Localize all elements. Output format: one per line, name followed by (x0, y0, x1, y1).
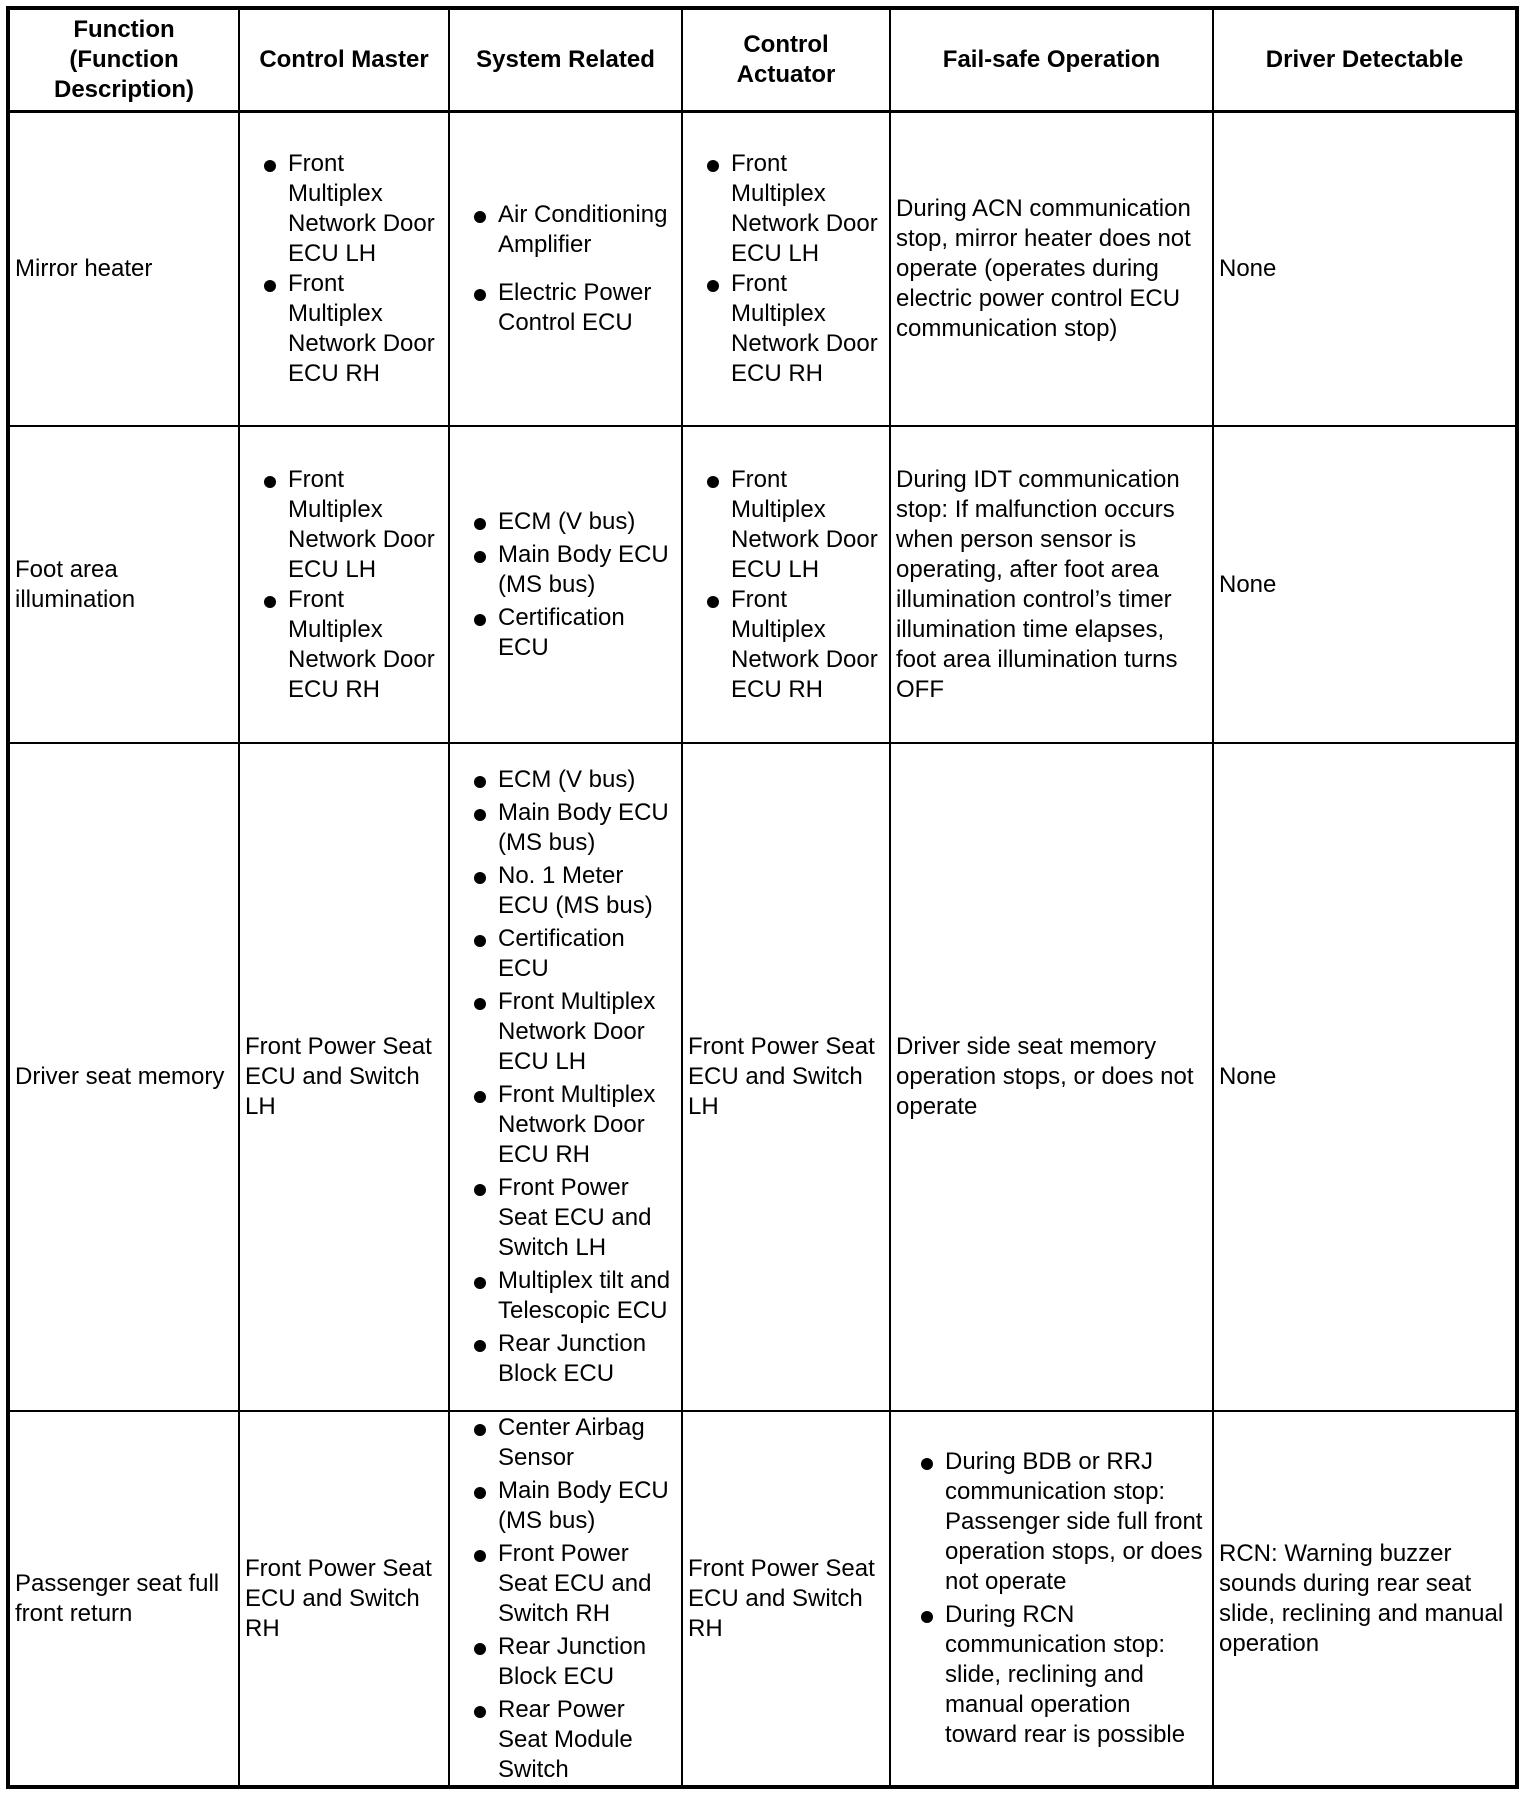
cell-system-related (449, 1411, 682, 1787)
cell-function: Foot area illumination (8, 426, 239, 743)
list-item: No. 1 Meter ECU (MS bus) (464, 861, 676, 921)
header-function-line: Function (73, 15, 175, 43)
cell-control-master: Front Power Seat ECU and Switch LH (239, 743, 449, 1411)
cell-failsafe: During IDT communication stop: If malfunction occurs when person sensor is operating, after foot area illumination control’s timer illumination time elapses, foot area illumination turns OFF (890, 426, 1213, 743)
cell-control-actuator: Front Power Seat ECU and Switch RH (682, 1411, 890, 1787)
header-system-related: System Related (449, 8, 682, 111)
header-control-actuator-line: Control (743, 30, 829, 58)
table-row (8, 1411, 1517, 1787)
list-item: Front Multiplex Network Door ECU RH (254, 585, 443, 705)
table-row (8, 743, 1517, 1411)
cell-control-master (239, 426, 449, 743)
cell-control-master (239, 111, 449, 426)
list-item: Rear Junction Block ECU (464, 1632, 676, 1692)
cell-control-actuator (682, 426, 890, 743)
cell-failsafe: During ACN communication stop, mirror heater does not operate (operates during electric power control ECU communication stop) (890, 111, 1213, 426)
list-item: Front Multiplex Network Door ECU RH (254, 269, 443, 389)
list-item: Electric Power Control ECU (464, 278, 676, 338)
cell-system-related (449, 111, 682, 426)
list-item: Certification ECU (464, 603, 676, 663)
cell-control-actuator: Front Power Seat ECU and Switch LH (682, 743, 890, 1411)
header-driver-detectable: Driver Detectable (1213, 8, 1517, 111)
list-item: Rear Junction Block ECU (464, 1329, 676, 1389)
header-control-actuator (682, 8, 890, 111)
list-item: Front Multiplex Network Door ECU RH (697, 269, 884, 389)
table-row (8, 426, 1517, 743)
function-table (6, 6, 1519, 1789)
list-item: ECM (V bus) (464, 765, 676, 795)
list-item: Front Power Seat ECU and Switch RH (464, 1539, 676, 1629)
list-item: Front Multiplex Network Door ECU LH (254, 149, 443, 269)
list-item: ECM (V bus) (464, 507, 676, 537)
table-row (8, 111, 1517, 426)
list-item: Main Body ECU (MS bus) (464, 1476, 676, 1536)
cell-failsafe: Driver side seat memory operation stops, or does not operate (890, 743, 1213, 1411)
list-item: Front Multiplex Network Door ECU LH (464, 987, 676, 1077)
list-item: Multiplex tilt and Telescopic ECU (464, 1266, 676, 1326)
list-item: During RCN communication stop: slide, reclining and manual operation toward rear is possible (911, 1600, 1207, 1750)
list-item: Main Body ECU (MS bus) (464, 540, 676, 600)
cell-driver-detectable: None (1213, 743, 1517, 1411)
cell-control-actuator (682, 111, 890, 426)
list-item: Certification ECU (464, 924, 676, 984)
header-function-line: (Function (69, 45, 179, 73)
cell-function: Driver seat memory (8, 743, 239, 1411)
header-function-line: Description) (53, 75, 194, 103)
cell-control-master: Front Power Seat ECU and Switch RH (239, 1411, 449, 1787)
list-item: During BDB or RRJ communication stop: Passenger side full front operation stops, or does not operate (911, 1447, 1207, 1597)
header-failsafe: Fail-safe Operation (890, 8, 1213, 111)
list-item: Front Multiplex Network Door ECU LH (254, 465, 443, 585)
list-item: Rear Power Seat Module Switch (464, 1695, 676, 1785)
header-control-master: Control Master (239, 8, 449, 111)
cell-system-related (449, 743, 682, 1411)
cell-driver-detectable: None (1213, 426, 1517, 743)
cell-driver-detectable: RCN: Warning buzzer sounds during rear seat slide, reclining and manual operation (1213, 1411, 1517, 1787)
header-control-actuator-line: Actuator (736, 60, 836, 88)
cell-function: Passenger seat full front return (8, 1411, 239, 1787)
cell-function: Mirror heater (8, 111, 239, 426)
list-item: Main Body ECU (MS bus) (464, 798, 676, 858)
list-item: Front Power Seat ECU and Switch LH (464, 1173, 676, 1263)
cell-failsafe (890, 1411, 1213, 1787)
list-item: Front Multiplex Network Door ECU LH (697, 149, 884, 269)
list-item: Front Multiplex Network Door ECU LH (697, 465, 884, 585)
cell-system-related (449, 426, 682, 743)
list-item: Air Conditioning Amplifier (464, 200, 676, 260)
list-item: Front Multiplex Network Door ECU RH (697, 585, 884, 705)
cell-driver-detectable: None (1213, 111, 1517, 426)
header-row (8, 8, 1517, 111)
header-function (8, 8, 239, 111)
list-item: Front Multiplex Network Door ECU RH (464, 1080, 676, 1170)
list-item: Center Airbag Sensor (464, 1413, 676, 1473)
